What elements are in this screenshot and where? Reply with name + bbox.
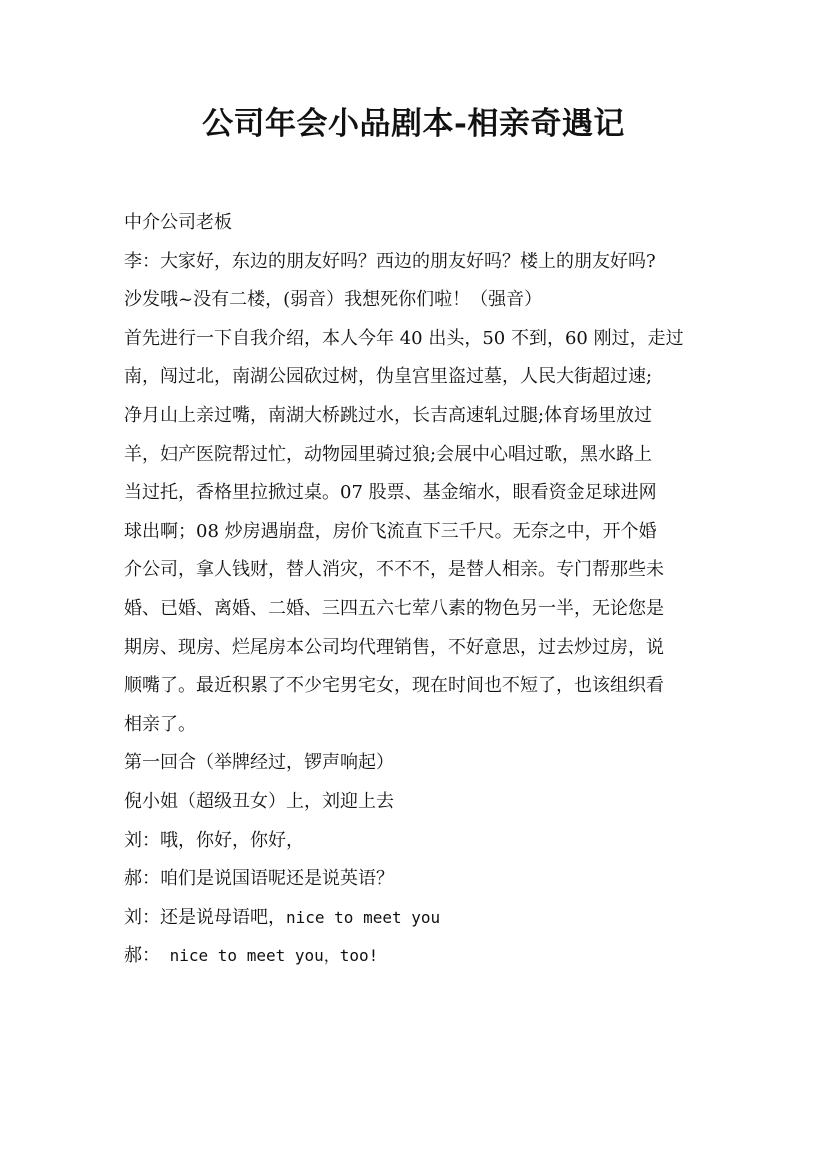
text-line-intro-9: 期房、现房、烂尾房本公司均代理销售，不好意思，过去炒过房，说 bbox=[124, 636, 664, 658]
text-line-intro-6: 球出啊；08 炒房遇崩盘，房价飞流直下三千尺。无奈之中，开个婚 bbox=[124, 520, 657, 542]
document-title: 公司年会小品剧本-相亲奇遇记 bbox=[202, 106, 625, 142]
text-line-hao-question: 郝：咱们是说国语呢还是说英语？ bbox=[124, 868, 394, 890]
speaker-label-liu: 刘：还是说母语吧， bbox=[124, 906, 286, 928]
text-line-intro-3: 净月山上亲过嘴，南湖大桥跳过水，长吉高速轧过腿;体育场里放过 bbox=[124, 404, 653, 426]
text-line-intro-8: 婚、已婚、离婚、二婚、三四五六七荤八素的物色另一半，无论您是 bbox=[124, 597, 664, 619]
text-line-intro-10: 顺嘴了。最近积累了不少宅男宅女，现在时间也不短了，也该组织看 bbox=[124, 675, 664, 697]
document-body bbox=[124, 204, 716, 976]
text-line-stage-direction: 倪小姐（超级丑女）上，刘迎上去 bbox=[124, 790, 394, 812]
speaker-label-hao: 郝： bbox=[124, 945, 160, 967]
english-text-liu: nice to meet you bbox=[286, 907, 441, 927]
text-line-hao-english bbox=[124, 937, 716, 976]
text-line-intro-1: 首先进行一下自我介绍，本人今年 40 出头，50 不到，60 刚过，走过 bbox=[124, 327, 684, 349]
text-line-intro-11: 相亲了。 bbox=[124, 713, 196, 735]
text-line-intro-5: 当过托，香格里拉掀过桌。07 股票、基金缩水，眼看资金足球进网 bbox=[124, 482, 657, 504]
text-line-round-one: 第一回合（举牌经过，锣声响起） bbox=[124, 752, 394, 774]
text-line-liu-english bbox=[124, 899, 716, 938]
text-line-li-greeting: 李：大家好，东边的朋友好吗？西边的朋友好吗？楼上的朋友好吗? bbox=[124, 250, 656, 272]
text-line-li-greeting-continued: 沙发哦~没有二楼，(弱音）我想死你们啦！（强音） bbox=[124, 289, 543, 311]
english-text-hao: nice to meet you，too! bbox=[160, 946, 379, 966]
text-line-speaker-heading: 中介公司老板 bbox=[124, 212, 232, 233]
text-line-liu-greeting: 刘：哦，你好，你好， bbox=[124, 829, 304, 851]
text-line-intro-4: 羊，妇产医院帮过忙，动物园里骑过狼;会展中心唱过歌，黑水路上 bbox=[124, 443, 653, 465]
text-line-intro-2: 南，闯过北，南湖公园砍过树，伪皇宫里盗过墓，人民大街超过速; bbox=[124, 366, 653, 388]
text-line-intro-7: 介公司，拿人钱财，替人消灾，不不不，是替人相亲。专门帮那些未 bbox=[124, 559, 664, 581]
